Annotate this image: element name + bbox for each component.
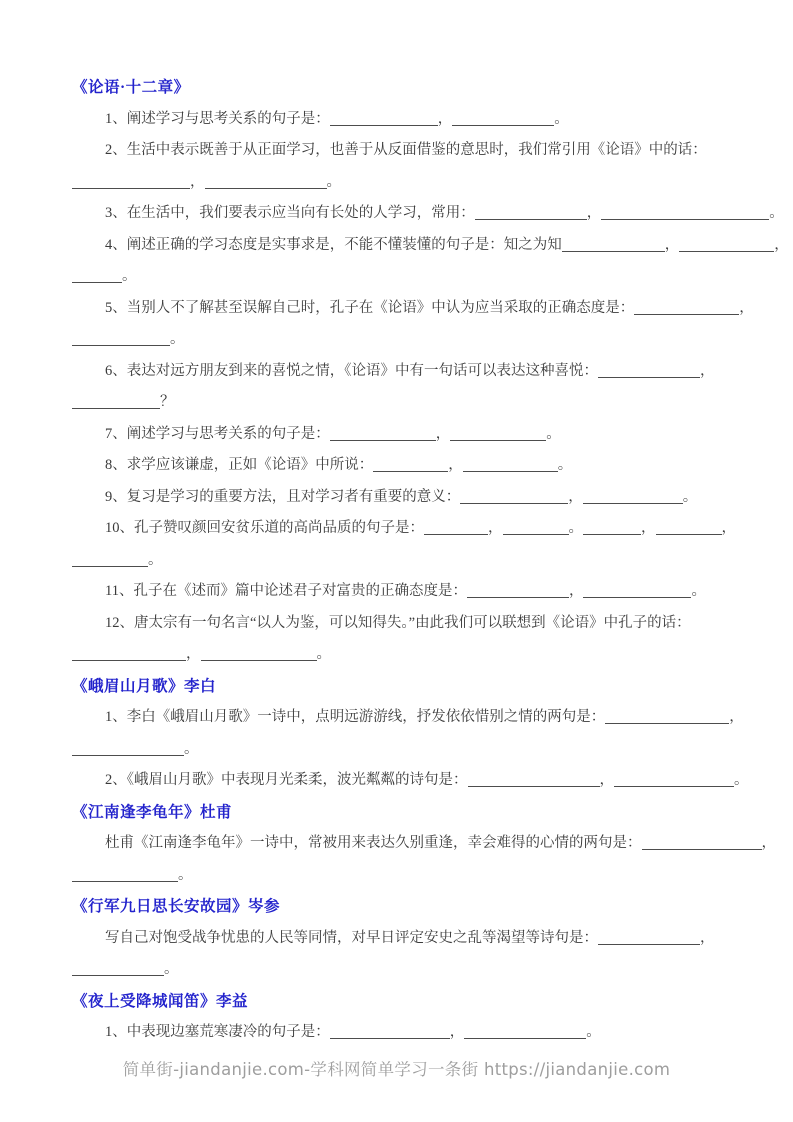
- question-line: [72, 419, 723, 451]
- footer-watermark: 简单街-jiandanjie.com-学科网简单学习一条街 https://jiandanjie.com: [122, 1060, 671, 1079]
- question-line: [72, 230, 789, 262]
- question-text: ，: [700, 362, 715, 379]
- question-text: ，: [599, 772, 614, 788]
- answer-blank: [583, 488, 683, 504]
- question-text: 。: [122, 268, 137, 284]
- question-line: [72, 356, 723, 388]
- question-text: 。: [164, 961, 179, 977]
- section-title: 《行军九日思长安故园》岑参: [72, 898, 281, 915]
- question-line: [72, 261, 723, 293]
- question-text: 10、孔子赞叹颜回安贫乐道的高尚品质的句子是：: [105, 520, 424, 536]
- question-text: 。: [682, 488, 698, 505]
- answer-blank: [330, 110, 438, 126]
- question-line: [72, 765, 749, 797]
- answer-blank: [373, 457, 448, 473]
- question-text: 4、阐述正确的学习态度是实事求是，不能不懂装懂的句子是：知之为知: [105, 236, 562, 253]
- question-line: [72, 104, 723, 136]
- question-text: ，: [721, 520, 736, 536]
- question-text: ，: [568, 583, 584, 599]
- section-title: 《论语·十二章》: [72, 79, 190, 96]
- answer-blank: [72, 173, 190, 189]
- question-text: 3、在生活中，我们要表示应当向有长处的人学习，常用：: [105, 205, 475, 221]
- question-text: 。: [557, 457, 573, 473]
- answer-blank: [72, 866, 178, 882]
- question-line: [72, 702, 744, 734]
- answer-blank: [601, 205, 769, 221]
- answer-blank: [460, 488, 568, 504]
- question-line: [72, 860, 723, 892]
- question-line: [72, 734, 723, 766]
- question-line: [72, 450, 723, 482]
- answer-blank: [464, 1024, 586, 1040]
- question-text: 1、阐述学习与思考关系的句子是：: [105, 110, 330, 127]
- question-text: 。: [170, 331, 185, 347]
- answer-blank: [583, 520, 641, 536]
- question-text: 2、生活中表示既善于从正面学习，也善于从反面借鉴的意思时，我们常引用《论语》中的话：: [105, 142, 707, 158]
- question-text: ，: [448, 457, 463, 473]
- question-text: ，: [186, 646, 201, 662]
- question-text: 。: [178, 866, 193, 883]
- question-text: 。: [734, 772, 749, 788]
- question-text: 2、《峨眉山月歌》中表现月光柔柔，波光粼粼的诗句是：: [105, 772, 468, 788]
- question-text: ，: [437, 110, 453, 127]
- answer-blank: [642, 835, 762, 851]
- question-text: 。: [326, 173, 341, 190]
- question-line: [72, 513, 736, 545]
- answer-blank: [72, 961, 164, 977]
- answer-blank: [72, 740, 184, 756]
- answer-blank: [598, 929, 700, 945]
- question-line: [72, 545, 723, 577]
- answer-blank: [452, 110, 554, 126]
- question-text: ，: [435, 425, 451, 442]
- question-text: 。: [184, 740, 199, 757]
- answer-blank: [598, 362, 700, 378]
- question-text: 。: [769, 205, 784, 221]
- answer-blank: [562, 236, 665, 252]
- question-text: 。: [568, 520, 583, 536]
- answer-blank: [614, 772, 734, 788]
- question-text: 。: [546, 425, 561, 442]
- question-line: [72, 828, 776, 860]
- answer-blank: [330, 1024, 450, 1040]
- question-text: ，: [761, 835, 776, 851]
- question-text: ，: [664, 236, 680, 253]
- question-text: 。: [148, 551, 163, 568]
- question-text: 9、复习是学习的重要方法，且对学习者有重要的意义：: [105, 488, 461, 505]
- question-text: ，: [488, 520, 503, 536]
- section-title: 《江南逢李龟年》杜甫: [72, 803, 233, 821]
- answer-blank: [72, 331, 170, 347]
- question-text: ，: [729, 709, 744, 725]
- question-text: 。: [586, 1024, 601, 1040]
- question-text: ，: [641, 520, 656, 536]
- answer-blank: [467, 583, 569, 599]
- question-line: [72, 608, 723, 640]
- question-text: 11、孔子在《述而》篇中论述君子对富贵的正确态度是：: [105, 583, 467, 599]
- question-line: [72, 167, 723, 199]
- question-line: [72, 576, 723, 608]
- answer-blank: [503, 520, 569, 536]
- question-text: 杜甫《江南逢李龟年》一诗中，常被用来表达久别重逢，幸会难得的心情的两句是：: [105, 835, 642, 851]
- question-text: ，: [586, 205, 602, 221]
- answer-blank: [468, 772, 600, 788]
- question-text: ，: [568, 488, 583, 505]
- question-text: 写自己对饱受战争忧患的人民等同情，对早日评定安史之乱等渴望等诗句是：: [105, 929, 598, 946]
- answer-blank: [450, 425, 546, 441]
- question-text: 。: [316, 646, 331, 662]
- section-title: 《夜上受降城闻笛》李益: [72, 992, 249, 1010]
- answer-blank: [656, 520, 722, 536]
- answer-blank: [424, 520, 488, 536]
- question-text: ，: [700, 929, 715, 946]
- question-text: ，: [739, 299, 754, 316]
- question-text: ，: [774, 236, 789, 253]
- question-text: 8、求学应该谦虚，正如《论语》中所说：: [105, 457, 374, 473]
- question-text: 12、唐太宗有一句名言“以人为鉴，可以知得失。”由此我们可以联想到《论语》中孔子的话：: [105, 614, 691, 631]
- question-text: 。: [691, 583, 706, 599]
- question-text: 5、当别人不了解甚至误解自己时，孔子在《论语》中认为应当采取的正确态度是：: [105, 299, 635, 316]
- answer-blank: [475, 205, 587, 221]
- answer-blank: [201, 646, 317, 662]
- question-line: [72, 1017, 723, 1049]
- question-text: ？: [160, 394, 175, 410]
- answer-blank: [634, 299, 739, 315]
- question-line: [72, 198, 784, 230]
- question-line: [72, 923, 723, 955]
- question-line: [72, 639, 723, 671]
- answer-blank: [463, 457, 558, 473]
- answer-blank: [679, 236, 774, 252]
- answer-blank: [72, 551, 148, 567]
- question-text: ，: [190, 173, 205, 190]
- question-line: [72, 954, 723, 986]
- answer-blank: [72, 646, 186, 662]
- question-line: [72, 324, 723, 356]
- question-text: 7、阐述学习与思考关系的句子是：: [105, 425, 330, 442]
- answer-blank: [605, 709, 729, 725]
- answer-blank: [72, 394, 160, 410]
- question-text: 6、表达对远方朋友到来的喜悦之情，《论语》中有一句话可以表达这种喜悦：: [105, 362, 598, 379]
- question-text: 1、李白《峨眉山月歌》一诗中，点明远游游线，抒发依依惜别之情的两句是：: [105, 709, 606, 725]
- answer-blank: [583, 583, 691, 599]
- answer-blank: [330, 425, 436, 441]
- answer-blank: [72, 268, 122, 284]
- question-line: [72, 387, 723, 419]
- question-line: [72, 135, 723, 167]
- question-line: [72, 482, 723, 514]
- question-text: 。: [554, 110, 569, 127]
- section-title: 《峨眉山月歌》李白: [72, 677, 217, 695]
- question-line: [72, 293, 754, 325]
- answer-blank: [205, 173, 327, 189]
- question-text: ，: [449, 1024, 465, 1040]
- question-text: 1、中表现边塞荒寒凄冷的句子是：: [105, 1024, 330, 1040]
